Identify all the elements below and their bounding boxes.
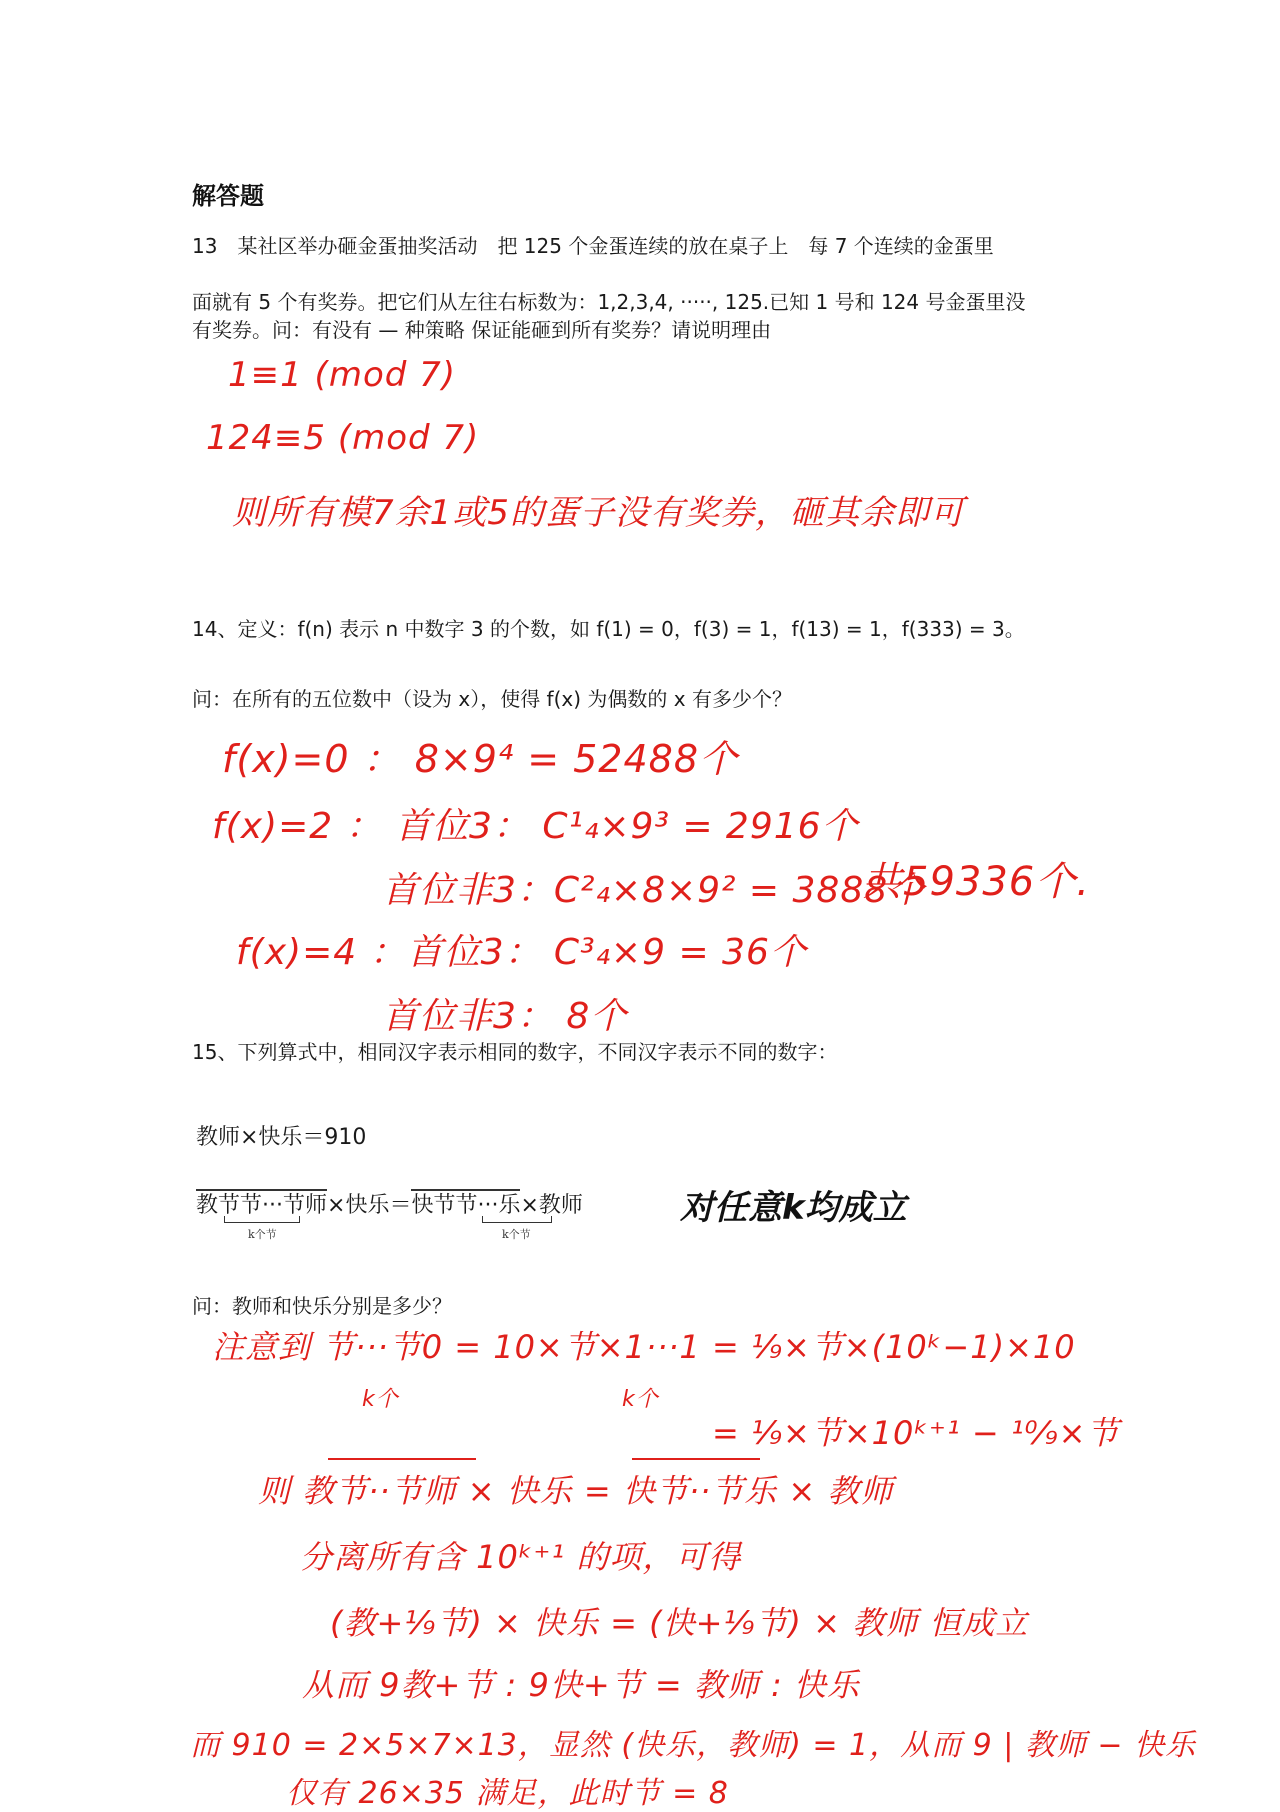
hw3-overline-left [328,1458,476,1460]
eq2-left-overlined [196,1189,327,1218]
q15-hw1-k-label-1: k个 [362,1387,399,1412]
hw3-overline-right [632,1458,760,1460]
underbrace-left [224,1216,300,1223]
q15-question: 问：教师和快乐分别是多少？ [192,1294,452,1318]
q15-line-1: 15、下列算式中，相同汉字表示相同的数字，不同汉字表示不同的数字： [192,1040,838,1064]
eq2-end: ×教师 [520,1193,583,1218]
q15-handwritten-8: 仅有 26×35 满足，此时节 = 8 [286,1776,729,1811]
q14-line-1: 14、定义：f(n) 表示 n 中数字 3 的个数，如 f(1) = 0，f(3) = 1，f(13) = 1，f(333) = 3。 [192,617,1025,641]
q15-handwritten-4: 分离所有含 10ᵏ⁺¹ 的项，可得 [300,1538,742,1576]
q14-handwritten-1: f(x)=0 ： 8×9⁴ = 52488个 [222,737,739,781]
q14-handwritten-3: 首位非3：C²₄×8×9² = 3888个 [382,870,926,911]
q15-handwritten-7: 而 910 = 2×5×7×13，显然 (快乐，教师) = 1，从而 9 | 教师 − 快乐 [190,1728,1197,1763]
q15-handwritten-2: = ⅑×节×10ᵏ⁺¹ − ¹⁰⁄₉×节 [712,1414,1120,1452]
q13-line-1: 13 某社区举办砸金蛋抽奖活动 把 125 个金蛋连续的放在桌子上 每 7 个连续的金蛋里 [192,234,994,258]
q13-handwritten-1: 1≡1 (mod 7) [228,355,457,395]
q13-line-2: 面就有 5 个有奖券。把它们从左往右标数为：1,2,3,4, ·····, 125.已知 1 号和 124 号金蛋里没 [192,290,1026,314]
q15-handwritten-5: (教+⅑节) × 快乐 = (快+⅑节) × 教师 恒成立 [330,1604,1029,1642]
q14-handwritten-5: 首位非3： 8个 [382,996,628,1037]
q15-handwritten-1: 注意到 节···节0 = 10×节×1···1 = ⅑×节×(10ᵏ−1)×10 [212,1328,1076,1366]
q15-equation-1: 教师×快乐＝910 [196,1125,367,1150]
q14-total: 共59336个. [862,859,1090,905]
q14-handwritten-2: f(x)=2 ： 首位3： C¹₄×9³ = 2916个 [212,806,859,847]
eq2-mid: ×快乐＝ [327,1193,412,1218]
q15-handwritten-3: 则 教节··节师 × 快乐 = 快节··节乐 × 教师 [258,1472,894,1510]
q13-handwritten-2: 124≡5 (mod 7) [206,418,480,458]
k-label-right: k个节 [502,1228,531,1241]
eq2-left-a: 教 [196,1193,219,1218]
eq2-right-b: 节节··· [433,1193,499,1218]
eq2-right-a: 快 [411,1193,434,1218]
q13-handwritten-3: 则所有模7余1或5的蛋子没有奖券，砸其余即可 [232,493,965,533]
eq2-left-b: 节节···节 [218,1193,305,1218]
q15-equation-2 [196,1188,583,1219]
eq2-right-c: 乐 [498,1193,521,1218]
q13-line-3: 有奖券。问：有没有 — 种策略 保证能砸到所有奖券？请说明理由 [192,318,772,342]
section-title: 解答题 [192,182,264,210]
k-label-left: k个节 [248,1228,277,1241]
eq2-right-overlined [411,1189,520,1218]
eq2-left-c: 师 [305,1193,328,1218]
underbrace-right [482,1216,552,1223]
q14-line-2: 问：在所有的五位数中（设为 x），使得 f(x) 为偶数的 x 有多少个？ [192,687,792,711]
q14-handwritten-4: f(x)=4 ：首位3： C³₄×9 = 36个 [236,932,807,973]
q15-handwritten-6: 从而 9教+节 : 9快+节 = 教师 : 快乐 [302,1666,860,1704]
q15-hw1-k-label-2: k个 [622,1387,659,1412]
q15-handwritten-note: 对任意k均成立 [680,1188,907,1228]
